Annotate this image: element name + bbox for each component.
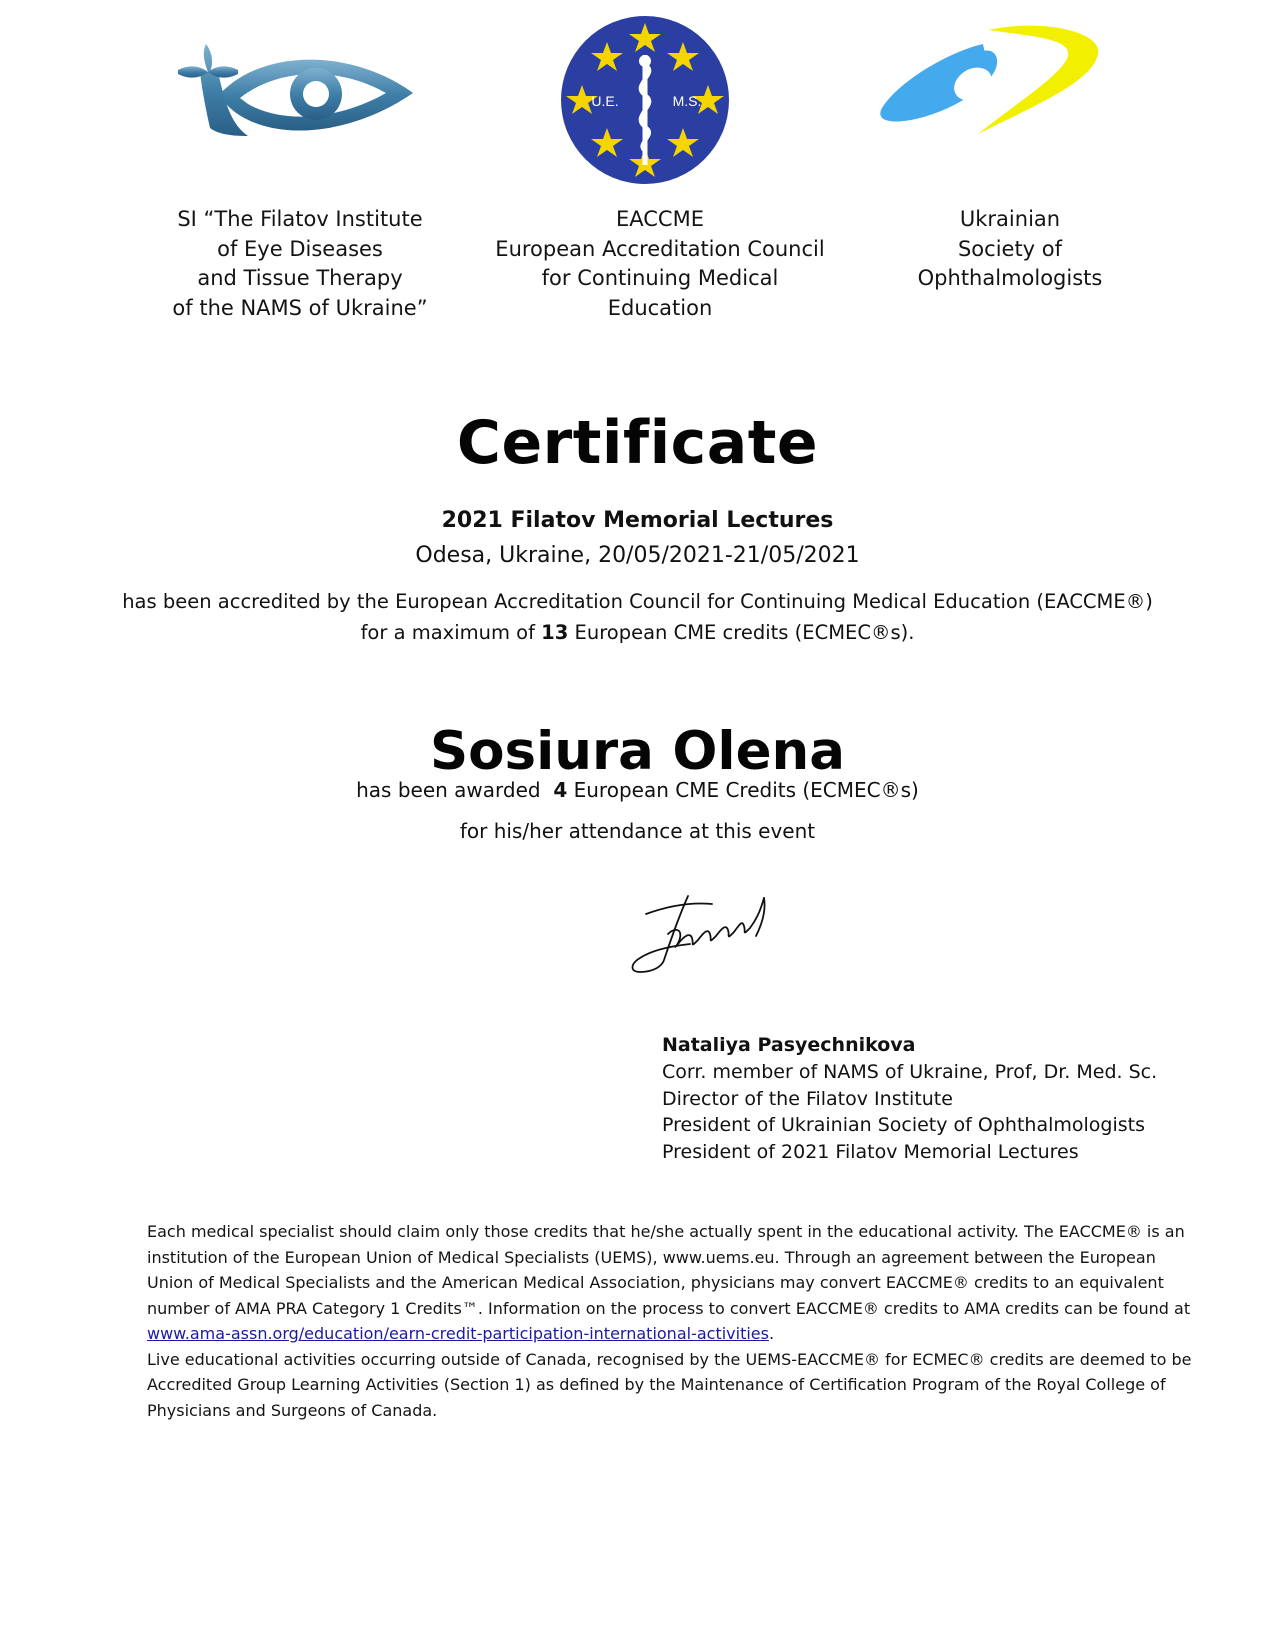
org-filatov <box>150 205 450 323</box>
accreditation-max-credits: 13 <box>541 621 569 644</box>
footer-line: number of AMA PRA Category 1 Credits™. Information on the process to convert EACCME® credits to AMA credits can be found at <box>147 1298 1191 1318</box>
org-eaccme-line: EACCME <box>616 207 704 231</box>
signatory-title: President of Ukrainian Society of Ophthalmologists <box>662 1114 1145 1137</box>
footer-notes <box>147 1219 1267 1423</box>
org-society-line: Ukrainian <box>959 207 1061 231</box>
footer-line: Physicians and Surgeons of Canada. <box>147 1400 438 1420</box>
org-eaccme-line: European Accreditation Council <box>495 236 825 261</box>
org-eaccme <box>480 205 840 323</box>
ama-credit-link[interactable]: www.ama-assn.org/education/earn-credit-participation-international-activities <box>147 1324 769 1343</box>
uems-text-right: M.S. <box>672 93 702 109</box>
signatory-title: Corr. member of NAMS of Ukraine, Prof, Dr. Med. Sc. <box>662 1060 1158 1083</box>
accreditation-line: has been accredited by the European Accreditation Council for Continuing Medical Education (EACCME®) <box>122 590 1153 613</box>
org-society-line: Society of <box>957 236 1063 261</box>
award-line <box>0 778 1275 802</box>
certificate-title: Certificate <box>456 408 819 478</box>
accreditation-max-pre: for a maximum of <box>360 621 542 644</box>
org-society <box>880 205 1140 294</box>
signatory-name: Nataliya Pasyechnikova <box>662 1034 916 1056</box>
org-society-line: Ophthalmologists <box>917 266 1103 290</box>
accreditation-max-line <box>0 621 1275 644</box>
recipient-name: Sosiura Olena <box>429 721 846 782</box>
org-filatov-line: SI “The Filatov Institute <box>177 207 423 231</box>
org-eaccme-line: Education <box>607 295 713 320</box>
org-filatov-line: of Eye Diseases <box>217 236 383 261</box>
uems-logo <box>560 15 730 185</box>
event-name: 2021 Filatov Memorial Lectures <box>441 508 834 533</box>
footer-line: Accredited Group Learning Activities (Section 1) as defined by the Maintenance of Certification Program of the Royal College of <box>147 1375 1166 1394</box>
uems-text-left: U.E. <box>591 93 619 109</box>
signature <box>628 884 778 984</box>
footer-link-suffix: . <box>768 1324 775 1343</box>
filatov-eye-logo <box>178 38 418 142</box>
org-eaccme-line: for Continuing Medical <box>541 266 779 290</box>
award-post: European CME Credits (ECMEC®s) <box>567 778 919 802</box>
org-filatov-line: of the NAMS of Ukraine” <box>172 295 428 320</box>
accreditation-max-post: European CME credits (ECMEC®s). <box>568 621 915 644</box>
signatory-title: Director of the Filatov Institute <box>662 1087 953 1110</box>
uso-logo <box>878 22 1100 142</box>
event-place-date: Odesa, Ukraine, 20/05/2021-21/05/2021 <box>415 543 860 568</box>
footer-line: Each medical specialist should claim only those credits that he/she actually spent in the educational activity. The EACCME® is an <box>147 1222 1185 1241</box>
footer-line: Union of Medical Specialists and the American Medical Association, physicians may convert EACCME® credits to an equivalent <box>147 1273 1164 1292</box>
footer-line: institution of the European Union of Medical Specialists (UEMS), www.uems.eu. Through an agreement between the European <box>147 1247 1156 1267</box>
award-credits: 4 <box>553 778 568 802</box>
attendance-line: for his/her attendance at this event <box>459 819 816 843</box>
footer-line: Live educational activities occurring outside of Canada, recognised by the UEMS-EACCME® for ECMEC® credits are deemed to be <box>147 1349 1192 1369</box>
signatory-title: President of 2021 Filatov Memorial Lectures <box>662 1141 1079 1164</box>
signatory-block <box>662 1032 1157 1166</box>
award-pre: has been awarded <box>356 778 554 802</box>
org-filatov-line: and Tissue Therapy <box>197 266 403 290</box>
footer-link-line <box>147 1321 1267 1347</box>
